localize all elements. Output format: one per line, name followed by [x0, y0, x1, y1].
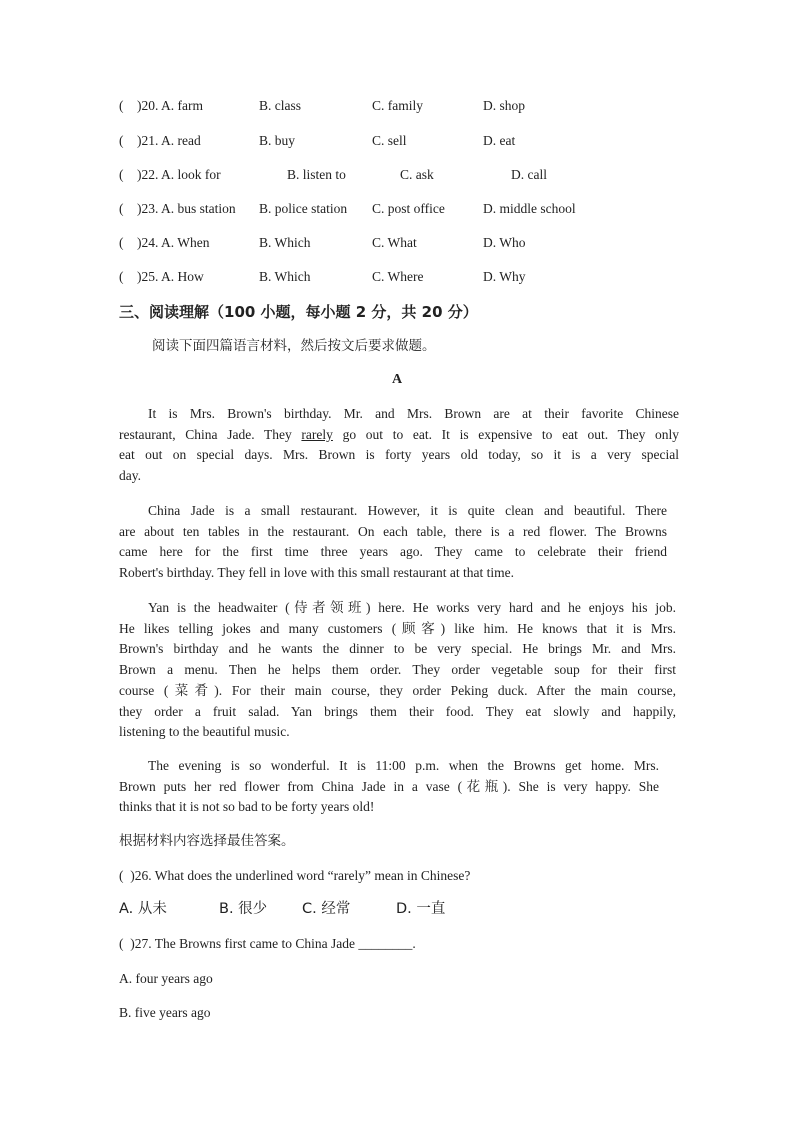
line-text: restaurant, China Jade. They	[119, 426, 302, 442]
followup-instruction: 根据材料内容选择最佳答案。	[119, 833, 295, 849]
passage-paragraph	[119, 501, 667, 584]
option-a: A. 从未	[119, 901, 167, 917]
paragraph-line	[119, 425, 679, 446]
underlined-word: rarely	[301, 426, 333, 442]
question-27-option-b: B. five years ago	[119, 1005, 211, 1020]
paragraph-line: Brown puts her red flower from China Jade in a vase (花瓶). She is very happy. She	[119, 778, 659, 794]
option-c: C. ask	[400, 167, 434, 182]
question-27-option-a: A. four years ago	[119, 971, 213, 986]
option-d: D. middle school	[483, 201, 576, 216]
option-d: D. shop	[483, 98, 526, 113]
question-26-options	[119, 899, 479, 921]
paragraph-line: Yan is the headwaiter (侍者领班) here. He works very hard and he enjoys his job.	[148, 600, 676, 615]
option-d: D. Who	[483, 235, 526, 250]
paragraph-line: thinks that it is not so bad to be forty years old!	[119, 799, 375, 815]
passage-paragraph	[119, 598, 676, 743]
option-b: B. Which	[259, 269, 311, 284]
paragraph-line: they order a fruit salad. Yan brings them their food. They eat slowly and happily,	[119, 703, 676, 719]
question-number-option-a: ( )25. A. How	[119, 269, 204, 284]
option-c: C. sell	[372, 133, 407, 148]
passage-paragraph	[119, 756, 659, 818]
option-b: B. Which	[259, 235, 311, 250]
option-b: B. listen to	[287, 167, 346, 182]
option-c: C. family	[372, 98, 423, 113]
option-d: D. 一直	[396, 901, 446, 917]
paragraph-line: came here for the first time three years ago. They came to celebrate their friend	[119, 544, 667, 560]
question-26: ( )26. What does the underlined word “rarely” mean in Chinese?	[119, 868, 471, 883]
paragraph-line: Robert's birthday. They fell in love with this small restaurant at that time.	[119, 565, 514, 581]
option-d: D. eat	[483, 133, 516, 148]
question-number-option-a: ( )21. A. read	[119, 133, 201, 148]
line-text: go out to eat. It is expensive to eat out. They only	[332, 426, 679, 442]
question-number-option-a: ( )22. A. look for	[119, 167, 221, 182]
option-d: D. call	[511, 167, 547, 182]
question-number-option-a: ( )20. A. farm	[119, 98, 203, 113]
paragraph-line: course (菜肴). For their main course, they order Peking duck. After the main course,	[119, 682, 676, 698]
paragraph-line: He likes telling jokes and many customers (顾客) like him. He knows that it is Mrs.	[119, 620, 676, 636]
paragraph-line: eat out on special days. Mrs. Brown is forty years old today, so it is a very special	[119, 447, 679, 463]
option-d: D. Why	[483, 269, 526, 284]
option-b: B. buy	[259, 133, 296, 148]
passage-paragraph	[119, 404, 679, 487]
option-b: B. class	[259, 98, 301, 113]
paragraph-line: It is Mrs. Brown's birthday. Mr. and Mrs. Brown are at their favorite Chinese	[148, 406, 679, 421]
paragraph-line: China Jade is a small restaurant. However, it is quite clean and beautiful. There	[148, 503, 667, 518]
question-27: ( )27. The Browns first came to China Jade ________.	[119, 936, 416, 951]
option-b: B. police station	[259, 201, 348, 216]
paragraph-line: Brown's birthday and he wants the dinner to be very special. He brings Mr. and Mrs.	[119, 641, 676, 657]
option-b: B. 很少	[219, 901, 268, 917]
paragraph-line: The evening is so wonderful. It is 11:00 p.m. when the Browns get home. Mrs.	[148, 758, 659, 773]
paragraph-line: listening to the beautiful music.	[119, 724, 290, 740]
section-title: 三、阅读理解（100 小题，每小题 2 分，共 20 分）	[119, 303, 478, 321]
option-c: C. What	[372, 235, 417, 250]
option-c: C. post office	[372, 201, 445, 216]
option-c: C. 经常	[302, 901, 351, 917]
question-number-option-a: ( )23. A. bus station	[119, 201, 236, 216]
paragraph-line: Brown a menu. Then he helps them order. They order vegetable soup for their first	[119, 662, 676, 678]
passage-label: A	[391, 372, 403, 387]
paragraph-line: are about ten tables in the restaurant. On each table, there is a red flower. The Browns	[119, 523, 667, 539]
section-instruction: 阅读下面四篇语言材料，然后按文后要求做题。	[152, 338, 436, 354]
paragraph-line: day.	[119, 468, 141, 484]
option-c: C. Where	[372, 269, 424, 284]
question-number-option-a: ( )24. A. When	[119, 235, 210, 250]
